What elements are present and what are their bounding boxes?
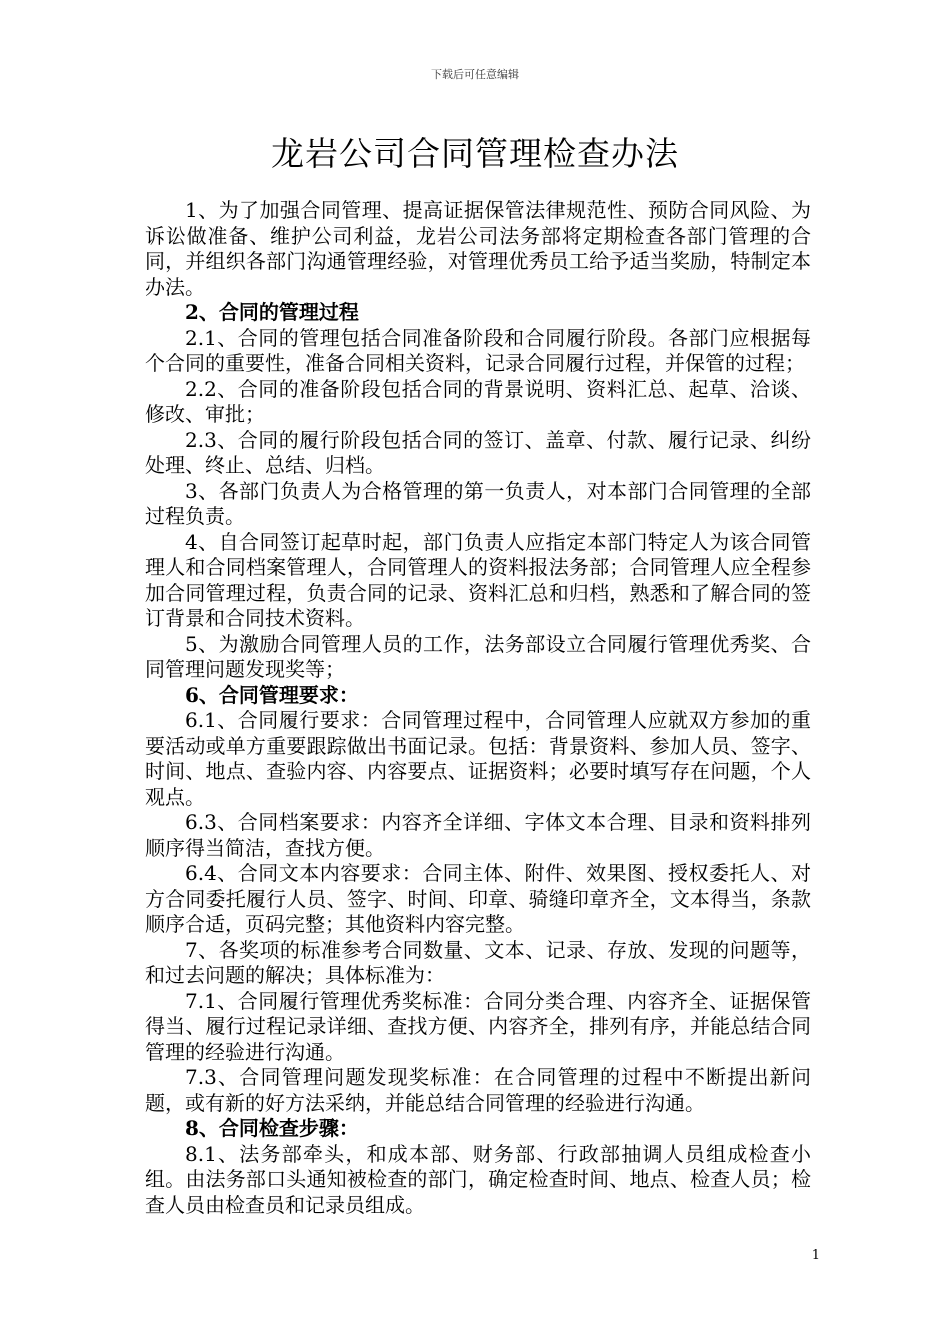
paragraph-2-1: 2.1、合同的管理包括合同准备阶段和合同履行阶段。各部门应根据每个合同的重要性，准备合同相关资料，记录合同履行过程，并保管的过程； [145, 325, 811, 375]
paragraph-7: 7、各奖项的标准参考合同数量、文本、记录、存放、发现的问题等，和过去问题的解决；具体标准为： [145, 937, 811, 987]
document-title: 龙岩公司合同管理检查办法 [271, 134, 679, 173]
document-body [145, 198, 811, 1218]
paragraph-6-1: 6.1、合同履行要求：合同管理过程中，合同管理人应就双方参加的重要活动或单方重要跟踪做出书面记录。包括：背景资料、参加人员、签字、时间、地点、查验内容、内容要点、证据资料；必要时填写存在问题，个人观点。 [145, 708, 811, 809]
paragraph-4: 4、自合同签订起草时起，部门负责人应指定本部门特定人为该合同管理人和合同档案管理人，合同管理人的资料报法务部；合同管理人应全程参加合同管理过程，负责合同的记录、资料汇总和归档，熟悉和了解合同的签订背景和合同技术资料。 [145, 529, 811, 630]
paragraph-2-3: 2.3、合同的履行阶段包括合同的签订、盖章、付款、履行记录、纠纷处理、终止、总结、归档。 [145, 427, 811, 477]
paragraph-7-1: 7.1、合同履行管理优秀奖标准：合同分类合理、内容齐全、证据保管得当、履行过程记录详细、查找方便、内容齐全，排列有序，并能总结合同管理的经验进行沟通。 [145, 988, 811, 1064]
section-heading-8: 8、合同检查步骤： [185, 1116, 359, 1140]
paragraph-8-1: 8.1、法务部牵头，和成本部、财务部、行政部抽调人员组成检查小组。由法务部口头通知被检查的部门，确定检查时间、地点、检查人员；检查人员由检查员和记录员组成。 [145, 1141, 811, 1217]
paragraph-5: 5、为激励合同管理人员的工作，法务部设立合同履行管理优秀奖、合同管理问题发现奖等； [145, 631, 811, 681]
paragraph-2-2: 2.2、合同的准备阶段包括合同的背景说明、资料汇总、起草、洽谈、修改、审批； [145, 376, 811, 426]
paragraph-6-3: 6.3、合同档案要求：内容齐全详细、字体文本合理、目录和资料排列顺序得当简洁，查找方便。 [145, 810, 811, 860]
section-heading-6: 6、合同管理要求： [185, 682, 359, 707]
paragraph-1: 1、为了加强合同管理、提高证据保管法律规范性、预防合同风险、为诉讼做准备、维护公司利益，龙岩公司法务部将定期检查各部门管理的合同，并组织各部门沟通管理经验，对管理优秀员工给予适当奖励，特制定本办法。 [145, 198, 811, 299]
header-note: 下载后可任意编辑 [431, 68, 519, 81]
paragraph-7-3: 7.3、合同管理问题发现奖标准：在合同管理的过程中不断提出新问题，或有新的好方法采纳，并能总结合同管理的经验进行沟通。 [145, 1065, 811, 1115]
paragraph-6-4: 6.4、合同文本内容要求：合同主体、附件、效果图、授权委托人、对方合同委托履行人员、签字、时间、印章、骑缝印章齐全，文本得当，条款顺序合适，页码完整；其他资料内容完整。 [145, 861, 811, 936]
paragraph-3: 3、各部门负责人为合格管理的第一负责人，对本部门合同管理的全部过程负责。 [145, 478, 811, 528]
page-number: 1 [811, 1248, 820, 1263]
section-heading-2: 2、合同的管理过程 [185, 300, 359, 324]
